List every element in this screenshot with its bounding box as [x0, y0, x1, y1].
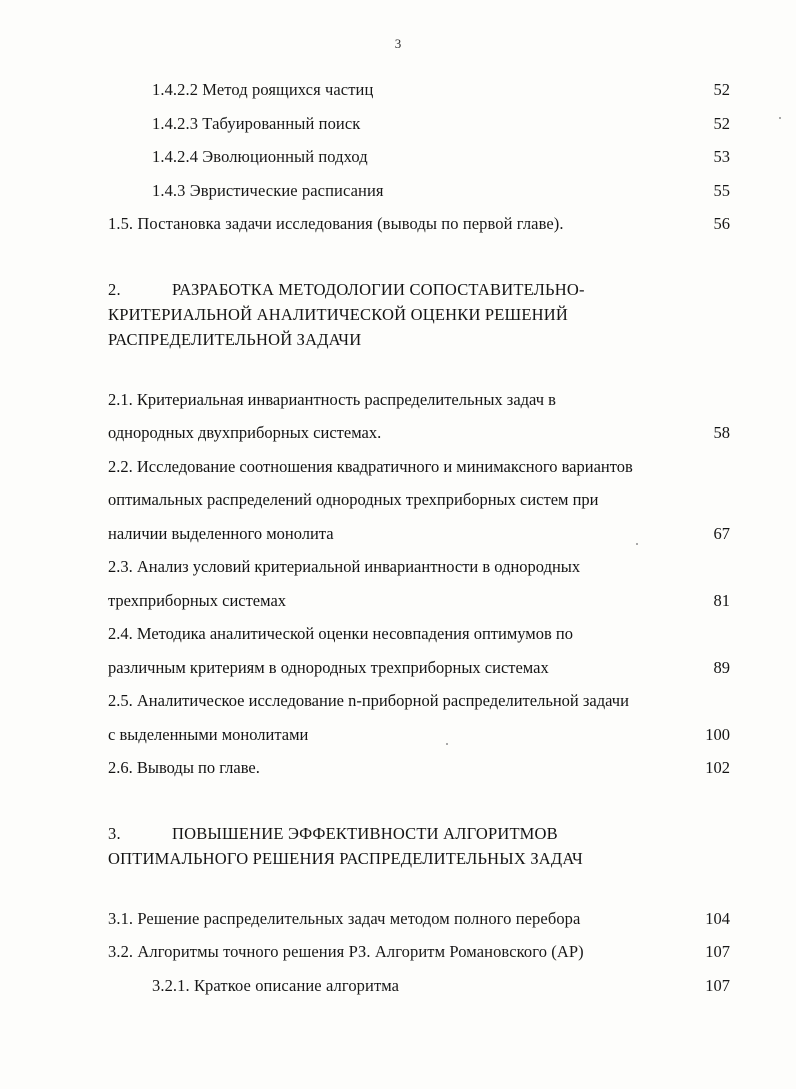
toc-entry[interactable]: [108, 626, 730, 676]
toc-entry[interactable]: [108, 82, 730, 99]
toc-entry-page: 89: [713, 657, 730, 677]
toc-entry-label: 2.6. Выводы по главе.: [108, 758, 260, 778]
page-number: 3: [394, 36, 402, 51]
toc-entry-label-cont: различным критериям в однородных трехприборных системах: [108, 657, 549, 677]
toc-entry-label-cont: однородных двухприборных системах.: [108, 423, 382, 443]
toc-entry-page: 52: [713, 80, 730, 99]
toc-entry[interactable]: [108, 389, 730, 443]
scan-artifact-dot: [779, 117, 781, 119]
toc-entry-label: 1.4.2.3 Табуированный поиск: [152, 113, 361, 133]
chapter-3-number: 3.: [108, 823, 121, 843]
chapter-2-heading[interactable]: [108, 277, 730, 352]
chapter-3-heading-line-1: [108, 821, 730, 846]
toc-entry[interactable]: [108, 559, 730, 609]
chapter-2-title-line-1: РАЗРАБОТКА МЕТОДОЛОГИИ СОПОСТАВИТЕЛЬНО-: [172, 279, 585, 299]
toc-entry-label: 2.1. Критериальная инвариантность распределительных задач в: [108, 389, 556, 409]
toc-entry-page: 100: [705, 724, 730, 744]
toc-entry[interactable]: [108, 693, 730, 743]
toc-entry[interactable]: [108, 180, 730, 200]
toc-entry-label: 1.4.2.2 Метод роящихся частиц: [152, 80, 374, 99]
chapter-2-title-line-3: РАСПРЕДЕЛИТЕЛЬНОЙ ЗАДАЧИ: [108, 329, 362, 349]
toc-entry-label: 2.2. Исследование соотношения квадратичного и минимаксного вариантов: [108, 456, 633, 476]
toc-entry-page: 107: [705, 975, 730, 995]
toc-entry-page: 52: [713, 113, 730, 133]
toc-entry-label: 1.4.2.4 Эволюционный подход: [152, 147, 368, 166]
toc-entry-label-cont: оптимальных распределений однородных трехприборных систем при: [108, 490, 599, 510]
toc-entry[interactable]: [108, 760, 730, 777]
toc-entry[interactable]: [108, 113, 730, 133]
toc-entry-page: 58: [713, 423, 730, 443]
toc-entry-label: 1.5. Постановка задачи исследования (выводы по первой главе).: [108, 214, 564, 233]
chapter-2-heading-line-1: [108, 277, 730, 302]
toc-entry-label: 2.3. Анализ условий критериальной инвариантности в однородных: [108, 557, 581, 577]
toc-entry-label: 3.2. Алгоритмы точного решения РЗ. Алгоритм Романовского (АР): [108, 942, 584, 962]
toc-entry[interactable]: [108, 944, 730, 961]
toc-entry-page: 107: [705, 942, 730, 962]
toc-entry[interactable]: [108, 456, 730, 543]
chapter-3-title-line-1: ПОВЫШЕНИЕ ЭФФЕКТИВНОСТИ АЛГОРИТМОВ: [172, 823, 558, 843]
toc-entry-label-cont: с выделенными монолитами: [108, 724, 309, 744]
toc-entry-label: 2.4. Методика аналитической оценки несовпадения оптимумов по: [108, 624, 573, 644]
toc-entry-page: 102: [705, 758, 730, 778]
toc-entry[interactable]: [108, 908, 730, 928]
toc-entry-page: 55: [713, 180, 730, 200]
toc-entry-label-cont: трехприборных системах: [108, 590, 287, 610]
chapter-3-title-line-2: ОПТИМАЛЬНОГО РЕШЕНИЯ РАСПРЕДЕЛИТЕЛЬНЫХ ЗАДАЧ: [108, 848, 583, 868]
table-of-contents: [108, 82, 730, 1011]
toc-entry-page: 104: [705, 908, 730, 928]
toc-entry[interactable]: [108, 149, 730, 166]
chapter-3-heading[interactable]: [108, 821, 730, 871]
toc-entry-label: 1.4.3 Эвристические расписания: [152, 180, 384, 200]
chapter-2-title-line-2: КРИТЕРИАЛЬНОЙ АНАЛИТИЧЕСКОЙ ОЦЕНКИ РЕШЕНИЙ: [108, 304, 569, 324]
toc-entry-label-cont: наличии выделенного монолита: [108, 523, 334, 543]
toc-entry-page: 56: [713, 214, 730, 233]
toc-entry-label: 2.5. Аналитическое исследование n-приборной распределительной задачи: [108, 691, 629, 711]
chapter-2-number: 2.: [108, 279, 121, 299]
toc-entry-label: 3.1. Решение распределительных задач методом полного перебора: [108, 908, 581, 928]
toc-entry[interactable]: [108, 216, 730, 233]
toc-entry-page: 53: [713, 147, 730, 166]
toc-entry-page: 81: [713, 590, 730, 610]
toc-entry-label: 3.2.1. Краткое описание алгоритма: [152, 975, 400, 995]
toc-entry-page: 67: [713, 523, 730, 543]
toc-entry[interactable]: [108, 975, 730, 995]
